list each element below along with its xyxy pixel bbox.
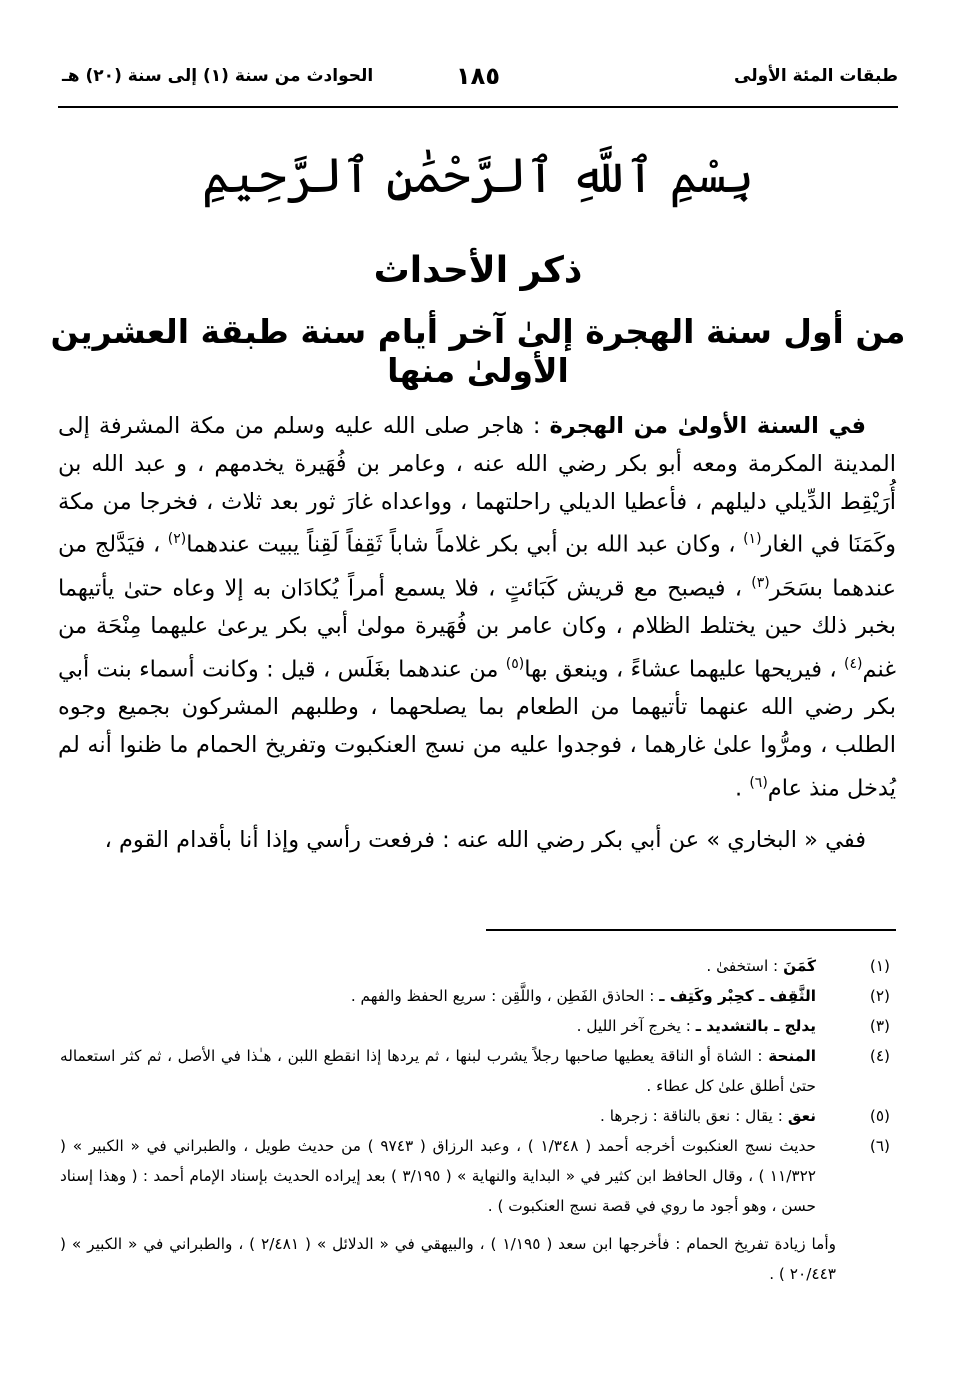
footnote-text: : يخرج آخر الليل .: [576, 1017, 696, 1035]
footnote-item: [60, 1011, 898, 1041]
footnote-number: (٥): [869, 1107, 890, 1125]
footnote-marker: (٥): [505, 655, 525, 672]
footnote-marker: (١): [743, 531, 762, 548]
footnote-marker: (٢): [167, 531, 187, 548]
footnote-continuation: وأما زيادة تفريخ الحمام : فأخرجها ابن سعد ( ١/١٩٥ ) ، والبيهقي في « الدلائل » ( ٢/٤٨١ ) ، والطبراني في « الكبير » ( ٢٠/٤٤٣ ) .: [60, 1235, 836, 1283]
text-segment: من عندهما بغَلَس ، قيل : وكانت أسماء بنت أبي بكر رضي الله عنهما تأتيهما من الطعام بما يصلحهما ، وطلبهم المشركون بجميع وجوه الطلب ، ومرُّوا علىٰ غارهما ، فوجدوا عليه من نسج العنكبوت وتفريخ الحمام ما ظنوا أنه لم يُدخل منذ عام: [58, 656, 896, 802]
footnote-item: [60, 1131, 898, 1221]
footnote-item: [60, 951, 898, 981]
footnote-text: : يقال : نعق بالناقة : زجرها .: [600, 1107, 788, 1125]
paragraph-bukhari: ففي « البخاري » عن أبي بكر رضي الله عنه : فرفعت رأسي وإذا أنا بأقدام القوم ،: [104, 826, 866, 853]
footnote-item: [60, 981, 898, 1011]
chapter-title: ذكر الأحداث: [373, 250, 583, 291]
header-divider: [58, 106, 898, 108]
text-segment: ، وكان عبد الله بن أبي بكر غلاماً شاباً ثَقِفاً لَقِناً يبيت عندهما: [186, 531, 744, 558]
footnote-text: حديث نسج العنكبوت أخرجه أحمد ( ١/٣٤٨ ) ، وعبد الرزاق ( ٩٧٤٣ ) من حديث طويل ، والطبراني في « الكبير » ( ١١/٣٢٢ ) ، وقال الحافظ ابن كثير في « البداية والنهاية » ( ٣/١٩٥ ) بعد إيراده الحديث بإسناد الإمام أحمد : ( وهذا إسناد حسن ، وهو أجود ما روي في قصة نسج العنكبوت ) .: [60, 1137, 817, 1215]
footnote-text: : استخفىٰ .: [706, 957, 784, 975]
footnote-term: نعق: [787, 1107, 816, 1125]
text-segment: ، فيصبح مع قريش كَبَائتٍ ، فلا يسمع أمراً يُكادَان به إلا وعاه حتىٰ يأتيهما بخبر ذلك حين يختلط الظلام ، وكان عامر بن فُهَيرة مولىٰ أبي بكر يرعىٰ عليهما مِنْحَة من غنم: [58, 575, 896, 683]
paragraph-lead: في السنة الأولىٰ من الهجرة: [549, 413, 866, 439]
footnote-number: (٣): [869, 1017, 890, 1035]
footnote-marker: (٦): [749, 774, 768, 791]
footnote-number: (٢): [869, 987, 890, 1005]
text-segment: ، فيَدَّلج من عندهما بسَحَر: [58, 531, 896, 602]
footnote-term: الثَّقِف ـ كحِبْر وكَتِف ـ: [659, 987, 816, 1005]
footnotes: [60, 951, 898, 1289]
footnote-divider: [486, 929, 896, 931]
footnote-term: المنحة: [768, 1047, 816, 1065]
running-header-book-title: طبقات المئة الأولى: [734, 66, 898, 86]
text-segment: .: [735, 775, 750, 802]
text-segment: : هاجر صلى الله عليه وسلم من مكة المشرفة إلى المدينة المكرمة ومعه أبو بكر رضي الله عنه ، وعامر بن فُهَيرة يخدمهم ، و عبد الله بن أُرَيْقِط الدِّيلي دليلهم ، فأعطيا الديلي راحلتهما ، وواعداه غارَ ثور بعد ثلاث ، فخرجا من مكة وكَمَنَا في الغار: [58, 413, 897, 558]
running-header-section: الحوادث من سنة (١) إلى سنة (٢٠) هـ: [62, 66, 374, 86]
footnote-text: : الشاة أو الناقة يعطيها صاحبها رجلاً يشرب لبنها ، ثم يردها إذا انقطع اللبن ، هـٰذا في الأصل ، ثم كثر استعماله حتىٰ أطلق علىٰ كل عطاء .: [60, 1047, 816, 1095]
text-segment: ، فيريحها عليهما عشاءً ، وينعق بها: [524, 656, 844, 683]
basmala-calligraphy: بِسْمِ ٱللَّهِ ٱلرَّحْمَٰنِ ٱلرَّحِيمِ: [201, 148, 755, 204]
main-text: [58, 408, 896, 860]
footnote-text: : الحاذق الفَطِن ، واللَّقِن : سريع الحفظ والفهم .: [350, 987, 660, 1005]
footnote-number: (٦): [869, 1137, 890, 1155]
footnote-number: (٤): [869, 1047, 890, 1065]
footnote-marker: (٤): [844, 655, 863, 672]
page-number: ١٨٥: [456, 62, 500, 90]
chapter-subtitle: من أول سنة الهجرة إلىٰ آخر أيام سنة طبقة العشرين الأولىٰ منها: [50, 312, 906, 390]
footnote-number: (١): [869, 957, 890, 975]
footnote-item: [60, 1041, 898, 1101]
footnote-marker: (٣): [751, 574, 770, 591]
footnote-item: [60, 1101, 898, 1131]
footnote-term: يدلج ـ بالتشديد ـ: [695, 1017, 816, 1035]
footnote-term: كَمَنَ: [783, 957, 816, 975]
paragraph-first-year: [58, 408, 896, 808]
